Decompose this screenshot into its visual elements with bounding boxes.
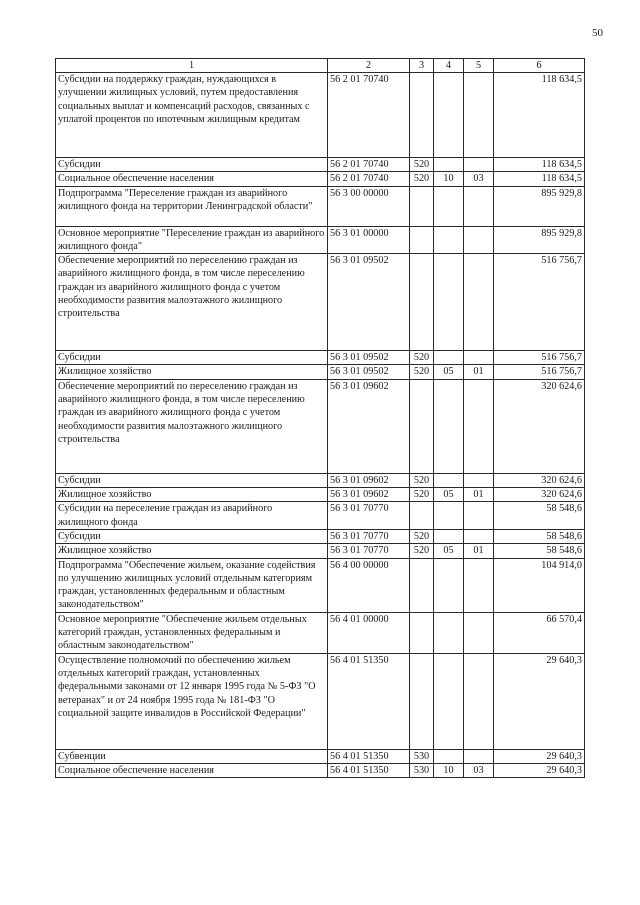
row-name: Обеспечение мероприятий по переселению граждан из аварийного жилищного фонда, в том числе переселению граждан из аварийного жилищного фонда с учетом необходимости развития малоэтажного жилищного строительства	[56, 254, 328, 351]
row-subsection	[464, 612, 494, 653]
row-expense-type: 520	[410, 158, 434, 172]
row-section	[434, 226, 464, 254]
header-cell: 3	[410, 59, 434, 73]
row-section: 05	[434, 488, 464, 502]
row-amount: 516 756,7	[494, 254, 585, 351]
table-row	[56, 612, 585, 653]
row-subsection: 01	[464, 544, 494, 558]
row-amount: 895 929,8	[494, 226, 585, 254]
row-name: Субсидии на переселение граждан из аварийного жилищного фонда	[56, 502, 328, 530]
row-expense-type	[410, 73, 434, 158]
row-subsection	[464, 186, 494, 226]
row-section: 05	[434, 365, 464, 379]
row-section	[434, 612, 464, 653]
row-name: Основное мероприятие "Переселение граждан из аварийного жилищного фонда"	[56, 226, 328, 254]
row-code: 56 3 01 09602	[328, 379, 410, 473]
row-name: Социальное обеспечение населения	[56, 172, 328, 186]
row-code: 56 2 01 70740	[328, 73, 410, 158]
row-subsection	[464, 749, 494, 763]
row-amount: 29 640,3	[494, 763, 585, 777]
row-expense-type	[410, 226, 434, 254]
row-code: 56 4 01 51350	[328, 749, 410, 763]
row-section	[434, 749, 464, 763]
row-amount: 118 634,5	[494, 172, 585, 186]
row-code: 56 4 00 00000	[328, 558, 410, 612]
table-row	[56, 254, 585, 351]
row-name: Основное мероприятие "Обеспечение жильем отдельных категорий граждан, установленных федеральным и областным законодательством"	[56, 612, 328, 653]
row-subsection	[464, 73, 494, 158]
row-subsection	[464, 558, 494, 612]
row-expense-type	[410, 653, 434, 749]
row-expense-type	[410, 558, 434, 612]
row-expense-type: 530	[410, 749, 434, 763]
row-code: 56 3 01 09502	[328, 351, 410, 365]
table-row	[56, 226, 585, 254]
row-name: Жилищное хозяйство	[56, 488, 328, 502]
table-row	[56, 558, 585, 612]
row-section	[434, 529, 464, 543]
table-row	[56, 488, 585, 502]
row-code: 56 3 01 09602	[328, 473, 410, 487]
row-expense-type	[410, 379, 434, 473]
row-expense-type: 520	[410, 544, 434, 558]
row-subsection	[464, 226, 494, 254]
table-row	[56, 502, 585, 530]
row-amount: 104 914,0	[494, 558, 585, 612]
row-subsection	[464, 158, 494, 172]
row-subsection	[464, 653, 494, 749]
table-row	[56, 653, 585, 749]
table-row	[56, 351, 585, 365]
row-subsection	[464, 473, 494, 487]
row-section	[434, 186, 464, 226]
row-code: 56 3 01 09502	[328, 254, 410, 351]
row-code: 56 3 01 00000	[328, 226, 410, 254]
row-code: 56 3 00 00000	[328, 186, 410, 226]
row-code: 56 3 01 09602	[328, 488, 410, 502]
row-expense-type: 520	[410, 351, 434, 365]
header-cell: 6	[494, 59, 585, 73]
table-row	[56, 172, 585, 186]
row-name: Субсидии	[56, 529, 328, 543]
row-code: 56 3 01 70770	[328, 529, 410, 543]
row-name: Субсидии на поддержку граждан, нуждающихся в улучшении жилищных условий, путем предоставления социальных выплат и компенсаций расходов, связанных с уплатой процентов по ипотечным жилищным кредитам	[56, 73, 328, 158]
row-amount: 118 634,5	[494, 73, 585, 158]
row-section	[434, 73, 464, 158]
row-amount: 320 624,6	[494, 473, 585, 487]
row-expense-type: 520	[410, 529, 434, 543]
page-number: 50	[592, 27, 603, 39]
row-section	[434, 254, 464, 351]
row-subsection	[464, 379, 494, 473]
row-section	[434, 351, 464, 365]
row-expense-type: 520	[410, 172, 434, 186]
row-amount: 58 548,6	[494, 502, 585, 530]
row-amount: 895 929,8	[494, 186, 585, 226]
row-name: Социальное обеспечение населения	[56, 763, 328, 777]
row-subsection: 03	[464, 172, 494, 186]
budget-table	[55, 58, 585, 778]
row-subsection: 01	[464, 365, 494, 379]
row-code: 56 3 01 09502	[328, 365, 410, 379]
row-code: 56 2 01 70740	[328, 172, 410, 186]
row-amount: 320 624,6	[494, 488, 585, 502]
row-name: Подпрограмма "Обеспечение жильем, оказание содействия по улучшению жилищных условий отдельным категориям граждан, установленных федеральным и областным законодательством"	[56, 558, 328, 612]
row-code: 56 2 01 70740	[328, 158, 410, 172]
header-cell: 2	[328, 59, 410, 73]
row-expense-type	[410, 612, 434, 653]
row-section	[434, 502, 464, 530]
row-section: 10	[434, 763, 464, 777]
row-amount: 29 640,3	[494, 749, 585, 763]
row-section	[434, 379, 464, 473]
table-row	[56, 73, 585, 158]
row-amount: 29 640,3	[494, 653, 585, 749]
row-subsection	[464, 254, 494, 351]
table-row	[56, 379, 585, 473]
table-row	[56, 158, 585, 172]
row-name: Жилищное хозяйство	[56, 544, 328, 558]
row-amount: 320 624,6	[494, 379, 585, 473]
row-subsection: 03	[464, 763, 494, 777]
table-row	[56, 749, 585, 763]
row-subsection	[464, 351, 494, 365]
row-name: Подпрограмма "Переселение граждан из аварийного жилищного фонда на территории Ленинградской области"	[56, 186, 328, 226]
row-amount: 516 756,7	[494, 365, 585, 379]
row-expense-type: 520	[410, 365, 434, 379]
row-name: Субсидии	[56, 473, 328, 487]
row-subsection	[464, 502, 494, 530]
row-subsection: 01	[464, 488, 494, 502]
row-amount: 516 756,7	[494, 351, 585, 365]
row-name: Осуществление полномочий по обеспечению жильем отдельных категорий граждан, установленных федеральными законами от 12 января 1995 года № 5-ФЗ "О ветеранах" и от 24 ноября 1995 года № 181-ФЗ "О социальной защите инвалидов в Российской Федерации"	[56, 653, 328, 749]
row-section: 05	[434, 544, 464, 558]
row-expense-type	[410, 502, 434, 530]
row-expense-type	[410, 254, 434, 351]
row-amount: 58 548,6	[494, 529, 585, 543]
row-code: 56 3 01 70770	[328, 502, 410, 530]
row-name: Жилищное хозяйство	[56, 365, 328, 379]
header-cell: 5	[464, 59, 494, 73]
row-code: 56 3 01 70770	[328, 544, 410, 558]
row-amount: 58 548,6	[494, 544, 585, 558]
row-section	[434, 158, 464, 172]
table-row	[56, 186, 585, 226]
row-expense-type	[410, 186, 434, 226]
row-name: Субсидии	[56, 158, 328, 172]
row-expense-type: 530	[410, 763, 434, 777]
row-section	[434, 473, 464, 487]
row-code: 56 4 01 00000	[328, 612, 410, 653]
row-section	[434, 653, 464, 749]
row-expense-type: 520	[410, 473, 434, 487]
header-row	[56, 59, 585, 73]
row-code: 56 4 01 51350	[328, 763, 410, 777]
header-cell: 1	[56, 59, 328, 73]
table-row	[56, 529, 585, 543]
row-amount: 66 570,4	[494, 612, 585, 653]
row-amount: 118 634,5	[494, 158, 585, 172]
header-cell: 4	[434, 59, 464, 73]
row-name: Субсидии	[56, 351, 328, 365]
table-row	[56, 544, 585, 558]
table-row	[56, 473, 585, 487]
row-expense-type: 520	[410, 488, 434, 502]
row-section: 10	[434, 172, 464, 186]
table-row	[56, 763, 585, 777]
table-row	[56, 365, 585, 379]
row-subsection	[464, 529, 494, 543]
row-code: 56 4 01 51350	[328, 653, 410, 749]
row-name: Обеспечение мероприятий по переселению граждан из аварийного жилищного фонда, в том числе переселению граждан из аварийного жилищного фонда с учетом необходимости развития малоэтажного жилищного строительства	[56, 379, 328, 473]
row-section	[434, 558, 464, 612]
row-name: Субвенции	[56, 749, 328, 763]
